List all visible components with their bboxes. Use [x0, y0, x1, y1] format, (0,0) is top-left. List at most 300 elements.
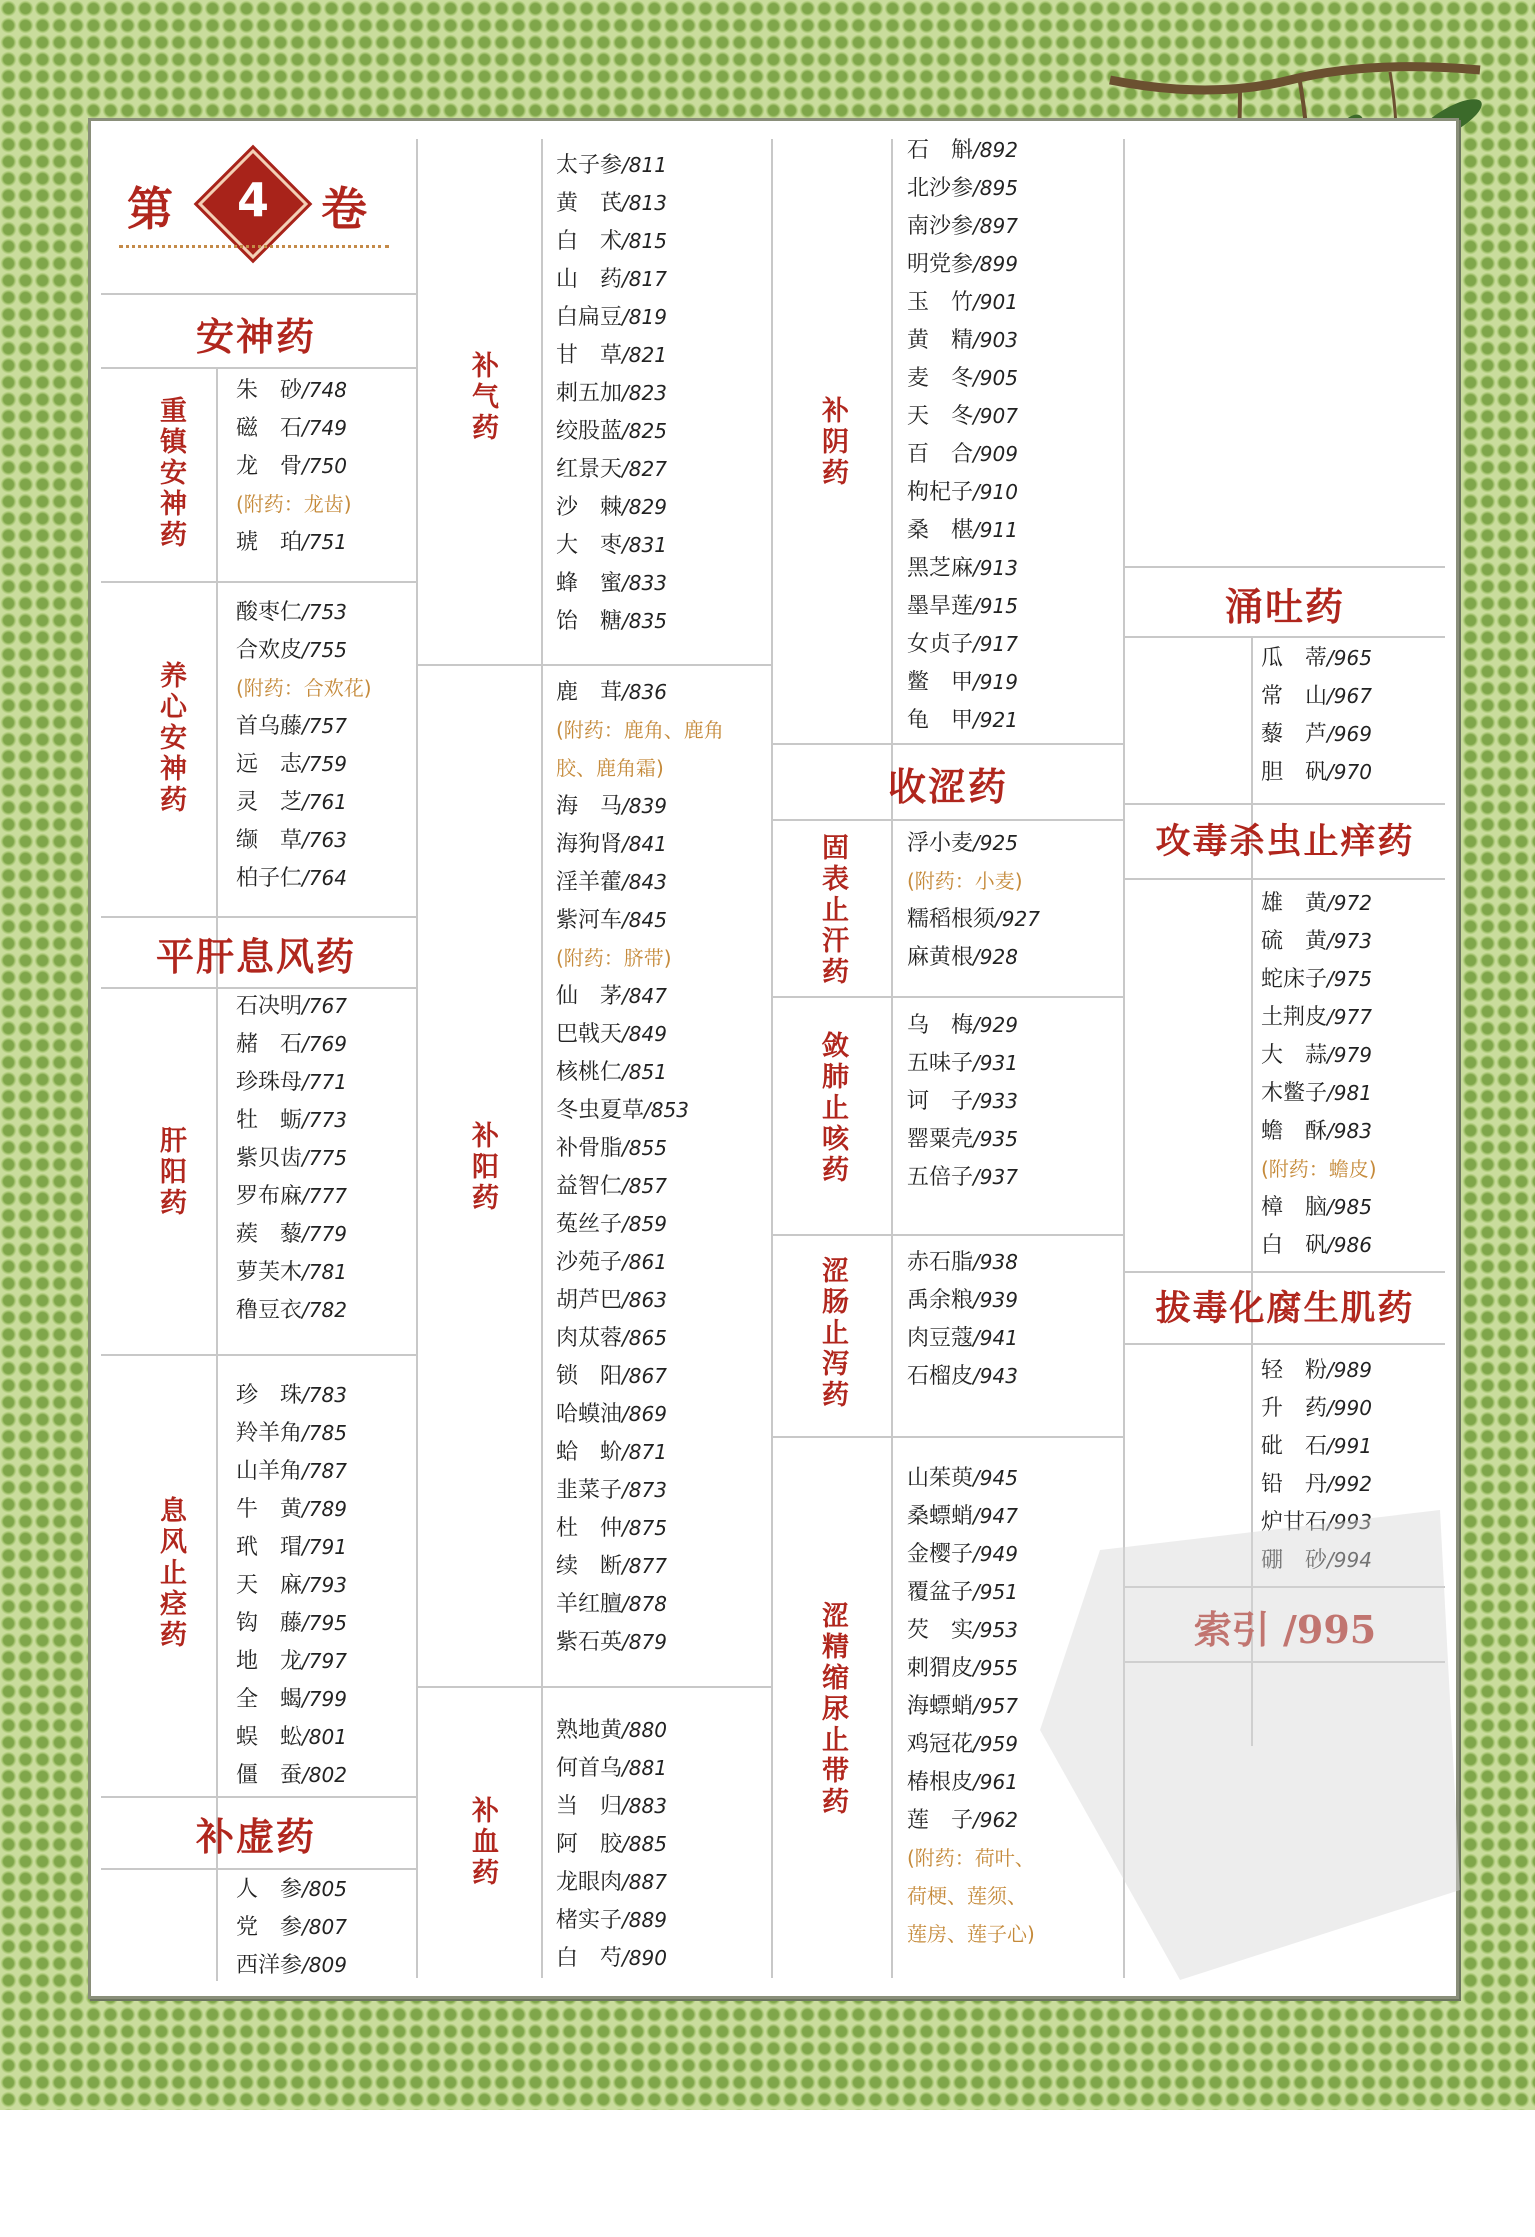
toc-entry[interactable] [1261, 1427, 1372, 1465]
toc-entry[interactable] [556, 488, 667, 526]
toc-entry[interactable] [907, 1725, 1035, 1763]
toc-entry[interactable] [907, 397, 1018, 435]
entry-page: /869 [622, 1402, 667, 1426]
entry-page: /962 [973, 1808, 1018, 1832]
toc-entry[interactable] [236, 1908, 347, 1946]
toc-entry[interactable] [907, 625, 1018, 663]
toc-entry[interactable] [1261, 677, 1372, 715]
toc-entry[interactable] [907, 1158, 1018, 1196]
entry-name: 鳖 甲 [907, 670, 974, 695]
toc-entry[interactable] [236, 1376, 347, 1414]
toc-entry[interactable] [556, 1129, 724, 1167]
toc-entry[interactable] [907, 1459, 1035, 1497]
entry-name: 合欢皮 [236, 638, 303, 663]
toc-entry[interactable] [556, 1091, 724, 1129]
entry-name: 金樱子 [907, 1542, 974, 1567]
toc-entry[interactable] [236, 1101, 347, 1139]
item-list [236, 593, 372, 897]
entry-page: /901 [973, 290, 1018, 314]
toc-entry[interactable] [556, 1787, 667, 1825]
toc-entry[interactable] [556, 1509, 724, 1547]
entry-name: 淫羊藿 [556, 870, 623, 895]
entry-name: 大 蒜 [1261, 1043, 1328, 1068]
toc-entry[interactable] [236, 1680, 347, 1718]
entry-name: 白 芍 [556, 1946, 623, 1971]
entry-page: /945 [973, 1466, 1018, 1490]
toc-entry[interactable] [556, 184, 667, 222]
item-list [907, 1006, 1018, 1196]
entry-name: 黄 芪 [556, 191, 623, 216]
toc-entry[interactable] [236, 631, 372, 669]
toc-entry[interactable] [907, 321, 1018, 359]
entry-name: 黄 精 [907, 328, 974, 353]
toc-entry[interactable] [236, 1490, 347, 1528]
toc-entry[interactable] [556, 1167, 724, 1205]
rule [101, 1354, 416, 1356]
entry-page: /748 [302, 378, 347, 402]
toc-entry[interactable] [907, 1763, 1035, 1801]
entry-name: 楮实子 [556, 1908, 623, 1933]
entry-name: 白扁豆 [556, 305, 623, 330]
toc-entry[interactable] [556, 787, 724, 825]
toc-entry[interactable] [1261, 1112, 1377, 1150]
group-label: 补气药 [467, 351, 498, 444]
entry-page: /801 [302, 1725, 347, 1749]
toc-entry[interactable] [907, 1006, 1018, 1044]
entry-name: 胡芦巴 [556, 1288, 623, 1313]
entry-page: /802 [302, 1763, 347, 1787]
toc-entry[interactable] [556, 564, 667, 602]
toc-entry[interactable] [556, 1825, 667, 1863]
toc-entry[interactable] [556, 1015, 724, 1053]
entry-page: /835 [622, 609, 667, 633]
toc-entry[interactable] [556, 901, 724, 939]
entry-name: 砒 石 [1261, 1434, 1328, 1459]
entry-name: 天 麻 [236, 1573, 303, 1598]
seal-watermark [1040, 1510, 1460, 1980]
entry-name: 当 归 [556, 1794, 623, 1819]
item-list [907, 824, 1040, 976]
entry-page: /773 [302, 1108, 347, 1132]
toc-entry[interactable] [556, 1623, 724, 1661]
toc-entry[interactable] [907, 1687, 1035, 1725]
entry-name: 五味子 [907, 1051, 974, 1076]
toc-entry[interactable] [236, 1025, 347, 1063]
rule [773, 1234, 1123, 1236]
toc-entry[interactable] [907, 1535, 1035, 1573]
toc-entry[interactable] [907, 1082, 1018, 1120]
entry-name: 蛤 蚧 [556, 1440, 623, 1465]
toc-entry[interactable] [236, 1642, 347, 1680]
toc-entry[interactable] [907, 1649, 1035, 1687]
entry-page: /949 [973, 1542, 1018, 1566]
toc-entry[interactable] [236, 783, 372, 821]
toc-entry[interactable] [236, 409, 352, 447]
subcolumn-divider [541, 139, 543, 1978]
group-label: 息风止痉药 [155, 1496, 186, 1651]
entry-page: /764 [302, 866, 347, 890]
entry-page: /836 [622, 680, 667, 704]
entry-page: /777 [302, 1184, 347, 1208]
entry-page: /889 [622, 1908, 667, 1932]
entry-name: 太子参 [556, 153, 623, 178]
toc-entry[interactable] [907, 1611, 1035, 1649]
entry-name: 瓜 蒂 [1261, 646, 1328, 671]
entry-page: /799 [302, 1687, 347, 1711]
entry-name: 地 龙 [236, 1649, 303, 1674]
toc-entry[interactable] [556, 673, 724, 711]
section-title-gongdu: 攻毒杀虫止痒药 [1155, 821, 1415, 862]
entry-name: 胆 矾 [1261, 760, 1328, 785]
entry-name: 菟丝子 [556, 1212, 623, 1237]
toc-entry[interactable] [556, 260, 667, 298]
appendix-note: (附药：合欢花) [236, 676, 372, 700]
toc-entry[interactable] [236, 447, 352, 485]
toc-entry[interactable] [236, 1253, 347, 1291]
entry-page: /785 [302, 1421, 347, 1445]
toc-entry[interactable] [556, 298, 667, 336]
toc-entry[interactable] [556, 1939, 667, 1977]
toc-entry[interactable] [236, 1604, 347, 1642]
entry-name: 续 断 [556, 1554, 623, 1579]
entry-page: /890 [622, 1946, 667, 1970]
rule [418, 1686, 771, 1688]
entry-page: /947 [973, 1504, 1018, 1528]
entry-page: /969 [1327, 722, 1372, 746]
entry-name: 麻黄根 [907, 945, 974, 970]
entry-name: 赭 石 [236, 1032, 303, 1057]
toc-entry[interactable] [1261, 1351, 1372, 1389]
entry-page: /911 [973, 518, 1018, 542]
rule [773, 1436, 1123, 1438]
volume-number: 4 [236, 173, 269, 227]
entry-name: 牡 蛎 [236, 1108, 303, 1133]
toc-entry[interactable] [236, 1528, 347, 1566]
group-label: 补血药 [467, 1796, 498, 1889]
entry-page: /992 [1327, 1472, 1372, 1496]
toc-entry[interactable] [236, 1452, 347, 1490]
entry-page: /845 [622, 908, 667, 932]
toc-entry[interactable] [907, 245, 1018, 283]
toc-entry[interactable] [556, 1357, 724, 1395]
entry-page: /753 [302, 600, 347, 624]
rule [1125, 878, 1445, 880]
toc-entry[interactable] [236, 1414, 347, 1452]
toc-entry[interactable] [236, 1291, 347, 1329]
toc-entry[interactable] [236, 371, 352, 409]
toc-entry[interactable] [556, 1901, 667, 1939]
column-divider [416, 139, 418, 1978]
entry-page: /829 [622, 495, 667, 519]
entry-name: 熟地黄 [556, 1718, 623, 1743]
entry-name: 麦 冬 [907, 366, 974, 391]
appendix-note: (附药：龙齿) [236, 492, 352, 516]
appendix-note: (附药：小麦) [907, 869, 1023, 893]
toc-entry[interactable] [556, 1281, 724, 1319]
rule [418, 664, 771, 666]
toc-entry[interactable] [556, 412, 667, 450]
toc-entry[interactable] [556, 1319, 724, 1357]
entry-page: /805 [302, 1877, 347, 1901]
group-label: 涩肠止泻药 [817, 1256, 848, 1411]
entry-page: /761 [302, 790, 347, 814]
toc-entry[interactable] [907, 663, 1018, 701]
toc-entry[interactable] [236, 1756, 347, 1794]
toc-entry[interactable] [556, 1863, 667, 1901]
toc-entry[interactable] [1261, 639, 1372, 677]
toc-entry[interactable] [556, 1749, 667, 1787]
toc-entry[interactable] [907, 1573, 1035, 1611]
toc-entry[interactable] [236, 523, 352, 561]
toc-entry[interactable] [907, 435, 1018, 473]
entry-page: /879 [622, 1630, 667, 1654]
entry-page: /878 [622, 1592, 667, 1616]
entry-name: 龙眼肉 [556, 1870, 623, 1895]
toc-entry[interactable] [907, 1243, 1018, 1281]
toc-entry[interactable] [236, 593, 372, 631]
toc-entry[interactable] [1261, 753, 1372, 791]
entry-page: /851 [622, 1060, 667, 1084]
toc-entry[interactable] [236, 1718, 347, 1756]
toc-entry[interactable] [1261, 960, 1377, 998]
entry-name: 阿 胶 [556, 1832, 623, 1857]
toc-entry[interactable] [1261, 884, 1377, 922]
entry-page: /965 [1327, 646, 1372, 670]
entry-page: /779 [302, 1222, 347, 1246]
entry-name: 樟 脑 [1261, 1195, 1328, 1220]
toc-entry[interactable] [907, 1281, 1018, 1319]
toc-entry[interactable] [1261, 998, 1377, 1036]
toc-entry[interactable] [1261, 1226, 1377, 1264]
toc-entry[interactable] [556, 1243, 724, 1281]
entry-page: /857 [622, 1174, 667, 1198]
toc-entry[interactable] [556, 602, 667, 640]
toc-entry[interactable] [1261, 1389, 1372, 1427]
entry-name: 灵 芝 [236, 790, 303, 815]
item-list [236, 1870, 347, 1984]
entry-name: 禹余粮 [907, 1288, 974, 1313]
toc-entry[interactable] [907, 283, 1018, 321]
toc-entry[interactable] [236, 1063, 347, 1101]
rule [101, 367, 416, 369]
entry-name: 人 参 [236, 1877, 303, 1902]
toc-entry[interactable] [556, 336, 667, 374]
entry-name: 升 药 [1261, 1396, 1328, 1421]
entry-page: /787 [302, 1459, 347, 1483]
toc-entry[interactable] [236, 745, 372, 783]
entry-page: /791 [302, 1535, 347, 1559]
toc-entry[interactable] [236, 859, 372, 897]
entry-name: 山羊角 [236, 1459, 303, 1484]
toc-entry[interactable] [556, 526, 667, 564]
entry-name: 刺猬皮 [907, 1656, 974, 1681]
entry-name: 五倍子 [907, 1165, 974, 1190]
entry-page: /883 [622, 1794, 667, 1818]
toc-entry[interactable] [907, 549, 1018, 587]
entry-page: /983 [1327, 1119, 1372, 1143]
entry-name: 甘 草 [556, 343, 623, 368]
toc-entry[interactable] [556, 863, 724, 901]
entry-name: 蟾 酥 [1261, 1119, 1328, 1144]
toc-entry[interactable] [907, 1319, 1018, 1357]
item-list [907, 131, 1018, 739]
entry-page: /783 [302, 1383, 347, 1407]
entry-name: 百 合 [907, 442, 974, 467]
toc-entry[interactable] [907, 938, 1040, 976]
toc-entry[interactable] [907, 1497, 1035, 1535]
toc-entry[interactable] [236, 821, 372, 859]
toc-entry[interactable] [556, 146, 667, 184]
toc-entry[interactable] [907, 900, 1040, 938]
entry-page: /919 [973, 670, 1018, 694]
entry-name: 肉苁蓉 [556, 1326, 623, 1351]
toc-entry[interactable] [907, 207, 1018, 245]
toc-entry[interactable] [556, 1395, 724, 1433]
entry-page: /819 [622, 305, 667, 329]
entry-name: 墨旱莲 [907, 594, 974, 619]
rule [1125, 636, 1445, 638]
entry-name: 饴 糖 [556, 609, 623, 634]
toc-entry[interactable] [907, 701, 1018, 739]
index-page: /995 [1283, 1607, 1377, 1652]
entry-page: /849 [622, 1022, 667, 1046]
subcolumn-divider [891, 139, 893, 1978]
toc-entry[interactable] [236, 1946, 347, 1984]
entry-name: 明党参 [907, 252, 974, 277]
item-list [236, 987, 347, 1329]
toc-entry[interactable] [907, 131, 1018, 169]
subcolumn-divider [216, 369, 218, 1981]
entry-page: /925 [973, 831, 1018, 855]
toc-entry[interactable] [556, 1585, 724, 1623]
entry-page: /859 [622, 1212, 667, 1236]
entry-name: 女贞子 [907, 632, 974, 657]
rule [1125, 803, 1445, 805]
toc-entry[interactable] [907, 1357, 1018, 1395]
toc-entry[interactable] [907, 587, 1018, 625]
group-label: 固表止汗药 [817, 833, 848, 988]
entry-page: /793 [302, 1573, 347, 1597]
entry-page: /915 [973, 594, 1018, 618]
toc-entry[interactable] [1261, 1465, 1372, 1503]
entry-page: /855 [622, 1136, 667, 1160]
toc-entry[interactable] [236, 1177, 347, 1215]
entry-name: 龙 骨 [236, 454, 303, 479]
item-list [556, 146, 667, 640]
entry-name: 椿根皮 [907, 1770, 974, 1795]
entry-page: /917 [973, 632, 1018, 656]
toc-entry[interactable] [907, 1044, 1018, 1082]
entry-page: /821 [622, 343, 667, 367]
entry-page: /880 [622, 1718, 667, 1742]
section-title-shouse: 收涩药 [887, 764, 1008, 809]
entry-page: /937 [973, 1165, 1018, 1189]
toc-entry[interactable] [556, 977, 724, 1015]
toc-entry[interactable] [236, 1870, 347, 1908]
entry-name: 酸枣仁 [236, 600, 303, 625]
toc-entry[interactable] [1261, 1074, 1377, 1112]
entry-name: 蜂 蜜 [556, 571, 623, 596]
entry-page: /927 [995, 907, 1040, 931]
toc-entry[interactable] [556, 1433, 724, 1471]
entry-name: 石决明 [236, 994, 303, 1019]
entry-page: /811 [622, 153, 667, 177]
entry-page: /986 [1327, 1233, 1372, 1257]
item-list [236, 1376, 347, 1794]
toc-entry[interactable] [556, 1711, 667, 1749]
toc-entry[interactable] [907, 359, 1018, 397]
entry-page: /825 [622, 419, 667, 443]
appendix-note: (附药：荷叶、 [907, 1846, 1035, 1870]
toc-entry[interactable] [907, 824, 1040, 862]
entry-name: 赤石脂 [907, 1250, 974, 1275]
entry-page: /990 [1327, 1396, 1372, 1420]
rule [773, 819, 1123, 821]
toc-entry[interactable] [236, 1566, 347, 1604]
toc-entry[interactable] [556, 374, 667, 412]
toc-entry[interactable] [1261, 922, 1377, 960]
toc-entry[interactable] [1261, 1188, 1377, 1226]
entry-name: 萝芙木 [236, 1260, 303, 1285]
toc-entry[interactable] [236, 1215, 347, 1253]
rule [101, 581, 416, 583]
toc-entry[interactable] [556, 1547, 724, 1585]
toc-entry[interactable] [1261, 1036, 1377, 1074]
appendix-note: (附药：蟾皮) [1261, 1157, 1377, 1181]
entry-page: /939 [973, 1288, 1018, 1312]
entry-name: 沙苑子 [556, 1250, 623, 1275]
entry-page: /981 [1327, 1081, 1372, 1105]
entry-page: /863 [622, 1288, 667, 1312]
toc-entry[interactable] [907, 1801, 1035, 1839]
toc-entry[interactable] [556, 1471, 724, 1509]
toc-entry[interactable] [907, 169, 1018, 207]
toc-entry[interactable] [236, 707, 372, 745]
entry-page: /827 [622, 457, 667, 481]
toc-entry[interactable] [907, 473, 1018, 511]
toc-entry[interactable] [556, 450, 667, 488]
entry-name: 仙 茅 [556, 984, 623, 1009]
entry-name: 羚羊角 [236, 1421, 303, 1446]
entry-page: /881 [622, 1756, 667, 1780]
toc-entry[interactable] [556, 1205, 724, 1243]
entry-page: /815 [622, 229, 667, 253]
toc-entry[interactable] [556, 825, 724, 863]
toc-entry[interactable] [556, 1053, 724, 1091]
entry-page: /935 [973, 1127, 1018, 1151]
toc-entry[interactable] [1261, 715, 1372, 753]
entry-page: /970 [1327, 760, 1372, 784]
entry-name: 牛 黄 [236, 1497, 303, 1522]
entry-page: /841 [622, 832, 667, 856]
rule [1125, 1271, 1445, 1273]
entry-page: /959 [973, 1732, 1018, 1756]
toc-entry[interactable] [236, 1139, 347, 1177]
entry-name: 雄 黄 [1261, 891, 1328, 916]
toc-entry[interactable] [907, 511, 1018, 549]
entry-page: /933 [973, 1089, 1018, 1113]
entry-page: /789 [302, 1497, 347, 1521]
entry-page: /781 [302, 1260, 347, 1284]
appendix-note: (附药：鹿角、鹿角 [556, 718, 724, 742]
toc-entry[interactable] [907, 1120, 1018, 1158]
volume-suffix: 卷 [321, 182, 367, 236]
toc-entry[interactable] [556, 222, 667, 260]
entry-name: 硫 黄 [1261, 929, 1328, 954]
entry-page: /839 [622, 794, 667, 818]
entry-page: /967 [1327, 684, 1372, 708]
toc-entry[interactable] [236, 987, 347, 1025]
